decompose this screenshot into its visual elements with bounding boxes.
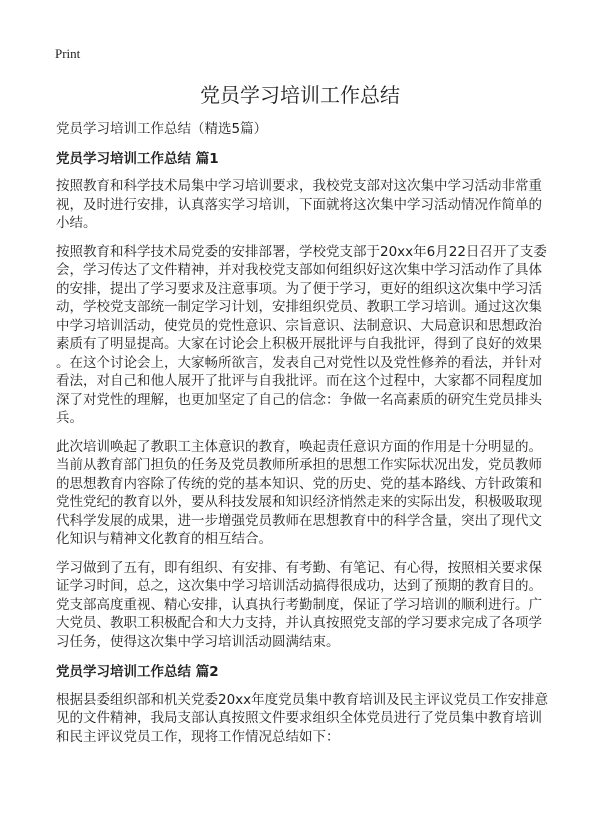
paragraph-line: 此次培训唤起了教职工主体意识的教育，唤起责任意识方面的作用是十分明显的。	[56, 438, 542, 455]
paragraph-line: 的安排，提出了学习要求及注意事项。为了便于学习，更好的组织这次集中学习活	[56, 280, 542, 297]
paragraph-line: 兵。	[56, 410, 83, 426]
paragraph-line: 的思想教育内容除了传统的党的基本知识、党的历史、党的基本路线、方针政策和	[56, 475, 542, 492]
paragraph-line: 素质有了明显提高。大家在讨论会上积极开展批评与自我批评，得到了良好的效果	[56, 336, 542, 352]
paragraph	[56, 691, 556, 747]
paragraph-line: 党性党纪的教育以外，要从科技发展和知识经济悄然走来的实际出发，积极吸取现	[56, 494, 542, 510]
section-heading: 党员学习培训工作总结 篇2	[56, 664, 219, 680]
paragraph-line: 党支部高度重视、精心安排，认真执行考勤制度，保证了学习培训的顺利进行。广	[56, 596, 542, 613]
paragraph-line: 习任务，使得这次集中学习培训活动圆满结束。	[56, 633, 340, 650]
document-title: 党员学习培训工作总结	[200, 83, 400, 107]
paragraph-line: 大党员、教职工积极配合和大力支持，并认真按照党支部的学习要求完成了各项学	[56, 615, 542, 631]
paragraph-line: 学习做到了五有，即有组织、有安排、有考勤、有笔记、有心得，按照相关要求保	[56, 559, 542, 576]
paragraph-line: 代科学发展的成果，进一步增强党员教师在思想教育中的科学含量，突出了现代文	[56, 512, 542, 529]
paragraph-line: 和民主评议党员工作，现将工作情况总结如下：	[56, 728, 340, 745]
paragraph-line: 按照教育和科学技术局党委的安排部署，学校党支部于20xx年6月22日召开了支委	[56, 243, 547, 260]
paragraph-line: 会，学习传达了文件精神，并对我校党支部如何组织好这次集中学习活动作了具体	[56, 262, 542, 278]
paragraph-line: 当前从教育部门担负的任务及党员教师所承担的思想工作实际状况出发，党员教师	[56, 457, 542, 473]
paragraph-line: 化知识与精神文化教育的相互结合。	[56, 531, 272, 547]
paragraph-line: 根据县委组织部和机关党委20xx年度党员集中教育培训及民主评议党员工作安排意	[56, 691, 549, 708]
paragraph-line: 证学习时间，总之，这次集中学习培训活动搞得很成功，达到了预期的教育目的。	[56, 578, 542, 594]
paragraph-line: 视，及时进行安排，认真落实学习培训，下面就将这次集中学习活动情况作简单的	[56, 196, 542, 213]
paragraph-line: 深了对党性的理解，也更加坚定了自己的信念：争做一名高素质的研究生党员排头	[56, 391, 542, 408]
paragraph-line: 见的文件精神，我局支部认真按照文件要求组织全体党员进行了党员集中教育培训	[56, 710, 542, 726]
paragraph	[56, 559, 556, 652]
paragraph-line: 小结。	[56, 215, 97, 231]
document-body	[56, 120, 556, 756]
paragraph-line: 看法，对自己和他人展开了批评与自我批评。而在这个过程中，大家都不同程度加	[56, 373, 542, 389]
document-subtitle: 党员学习培训工作总结（精选5篇）	[56, 121, 268, 137]
paragraph-line: 中学习培训活动，使党员的党性意识、宗旨意识、法制意识、大局意识和思想政治	[56, 317, 542, 334]
section-heading: 党员学习培训工作总结 篇1	[56, 150, 219, 167]
paragraph	[56, 177, 556, 233]
paragraph	[56, 438, 556, 549]
paragraph-line: 按照教育和科学技术局集中学习培训要求，我校党支部对这次集中学习活动非常重	[56, 178, 542, 194]
paragraph	[56, 243, 556, 428]
print-link[interactable]: Print	[55, 46, 81, 61]
paragraph-line: 动，学校党支部统一制定学习计划，安排组织党员、教职工学习培训。通过这次集	[56, 299, 542, 315]
paragraph-line: 。在这个讨论会上，大家畅所欲言，发表自己对党性以及党性修养的看法，并针对	[56, 354, 542, 371]
